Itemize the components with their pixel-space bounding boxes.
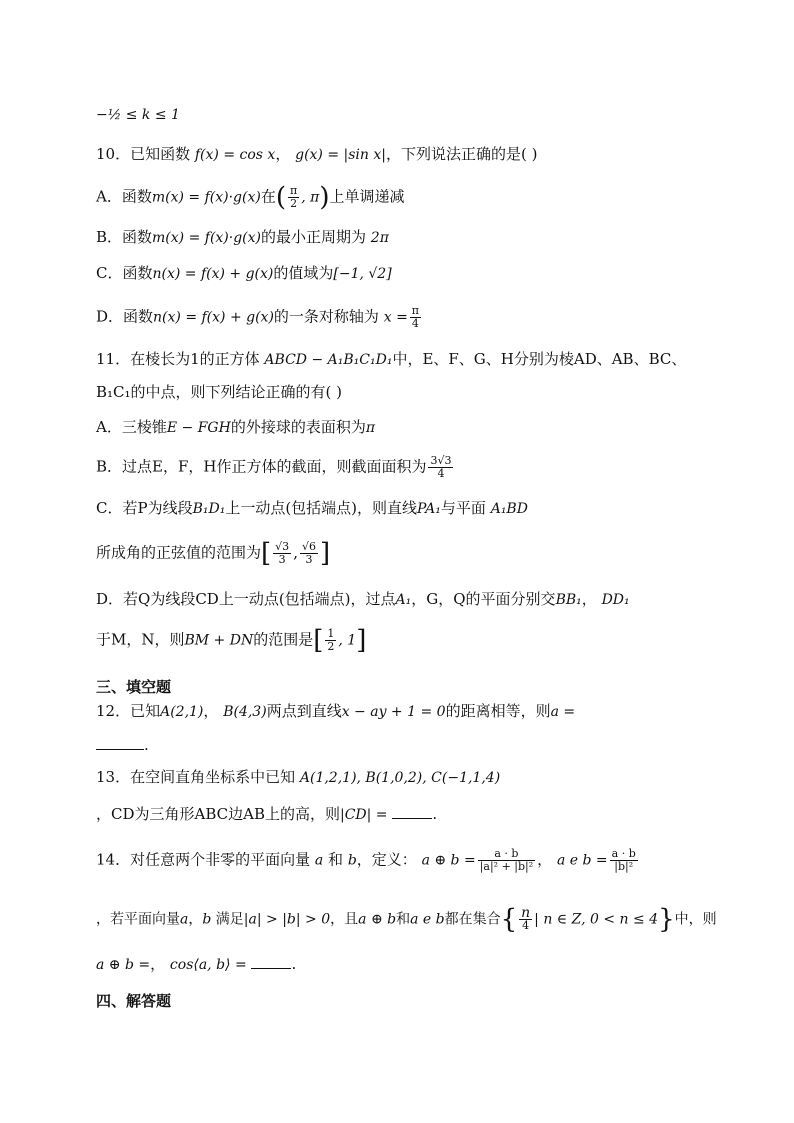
section-heading-fill-in: 三、填空题 <box>96 678 172 696</box>
q11-option-d-line1: D．若Q为线段CD上一动点(包括端点)，过点A₁，G，Q的平面分别交BB₁， DD₁ <box>96 590 630 608</box>
q12-answer-blank[interactable] <box>96 735 144 750</box>
q11-option-d-line2: 于M，N，则BM + DN的范围是[ $\frac{1}{2}$ , 1] <box>96 625 367 656</box>
q9-answer-tail: −½ ≤ k ≤ 1 <box>96 107 180 123</box>
q13-answer-blank[interactable] <box>392 804 432 819</box>
q13-stem-line2: ，CD为三角形ABC边AB上的高，则|CD| = . <box>96 805 438 823</box>
q10-option-a: A．函数m(x) = f(x)·g(x)在( $\frac{\pi}{2}$ , π)上单调递减 <box>96 182 405 213</box>
q14-stem-line1: 14．对任意两个非零的平面向量 a 和 b，定义： a ⊕ b = $\frac{a \cdot b}{\text{|a|² + |b|²}}$ ， a e b = $\frac{a \cdot b}{\text{|b|²}}$ <box>96 847 636 873</box>
q11-stem-line1: 11．在棱长为1的正方体 ABCD − A₁B₁C₁D₁中，E、F、G、H分别为棱AD、AB、BC、 <box>96 350 687 368</box>
q11-option-b: B．过点E，F，H作正方体的截面，则截面面积为 $\frac{3√3}{4}$ <box>96 454 452 480</box>
q11-stem-line2: B₁C₁的中点，则下列结论正确的有( ) <box>96 383 342 401</box>
q11-option-a: A．三棱锥E − FGH的外接球的表面积为π <box>96 418 376 436</box>
q11-option-c-line1: C．若P为线段B₁D₁上一动点(包括端点)，则直线PA₁与平面 A₁BD <box>96 499 528 517</box>
q11-option-c-line2: 所成角的正弦值的范围为[ $\frac{√3}{3}$ , $\frac{√6}{3}$ ] <box>96 538 331 569</box>
q14-answer-blank[interactable] <box>251 954 291 969</box>
q12-stem: 12．已知A(2,1)， B(4,3)两点到直线x − ay + 1 = 0的距离相等，则a = <box>96 702 576 720</box>
q14-stem-line2: ，若平面向量a，b 满足|a| > |b| > 0，且a ⊕ b和a e b都在集合{ $\frac{n}{4}$ | n ∈ Z, 0 < n ≤ 4}中，则 <box>96 904 717 935</box>
q10-option-b: B．函数m(x) = f(x)·g(x)的最小正周期为 2π <box>96 228 389 246</box>
q10-stem: 10．已知函数 f(x) = cos x， g(x) = |sin x|，下列说法正确的是( ) <box>96 145 538 163</box>
q12-answer-line: . <box>96 734 734 756</box>
q14-stem-line3: a ⊕ b =， cos⟨a, b⟩ = . <box>96 955 297 973</box>
q10-option-c: C．函数n(x) = f(x) + g(x)的值域为[−1, √2] <box>96 264 392 282</box>
q10-option-d: D．函数n(x) = f(x) + g(x)的一条对称轴为 x = $\frac{\pi}{4}$ <box>96 304 420 330</box>
q13-stem-line1: 13．在空间直角坐标系中已知 A(1,2,1), B(1,0,2), C(−1,1,4) <box>96 768 501 786</box>
section-heading-solutions: 四、解答题 <box>96 992 172 1010</box>
